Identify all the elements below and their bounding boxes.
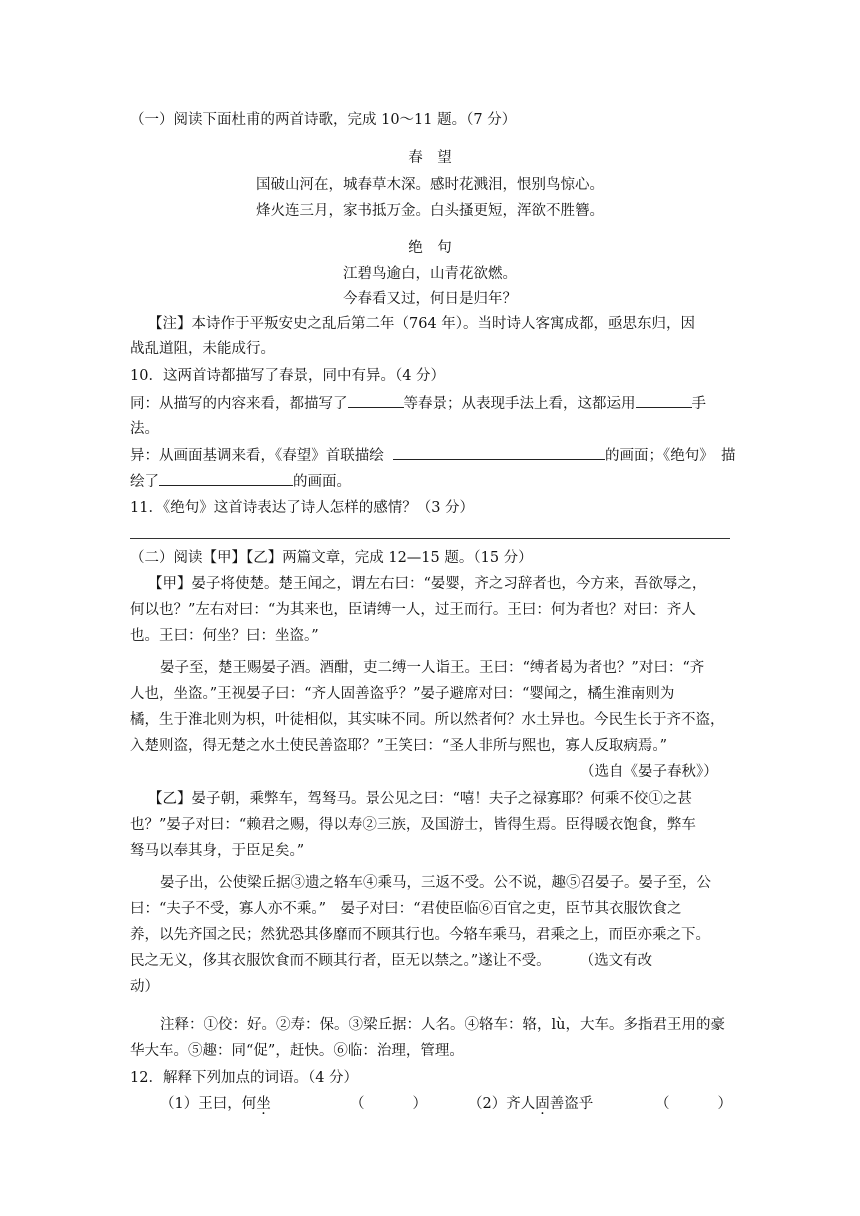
answer-blank[interactable]	[393, 445, 605, 460]
question-11: 11．《绝句》这首诗表达了诗人怎样的感情？（3 分）	[130, 500, 475, 516]
question-10-stem: 10．这两首诗都描写了春景，同中有异。（4 分）	[130, 368, 446, 384]
q10-same-text: 手	[691, 396, 706, 412]
dotted-word: 固	[535, 1096, 550, 1112]
question-10-diff	[130, 445, 735, 466]
question-10-same-end: 法。	[130, 421, 159, 437]
q10-same-text: 同：从描写的内容来看，都描写了	[130, 396, 348, 412]
passage-notes: 注释：①佼：好。②寿：保。③梁丘据：人名。④辂车：辂，lù，大车。多指君王用的豪	[160, 1017, 725, 1033]
passage-yi-line: 晏子出，公使梁丘据③遗之辂车④乘马，三返不受。公不说，趣⑤召晏子。晏子至，公	[160, 875, 711, 891]
q12-item-text: 善盗乎	[549, 1096, 594, 1112]
q10-diff-text: 异：从画面基调来看，《春望》首联描绘	[130, 448, 384, 464]
question-10-same	[130, 393, 706, 414]
passage-jia-line: 【甲】晏子将使楚。楚王闻之，谓左右曰：“晏婴，齐之习辞者也，今方来，吾欲辱之，	[148, 576, 707, 592]
passage-jia-line: 也。王曰：何坐？曰：坐盗。”	[130, 628, 319, 644]
passage-jia-line: 橘，生于淮北则为枳，叶徒相似，其实味不同。所以然者何？水土异也。今民生长于齐不盗，	[130, 712, 725, 728]
answer-line[interactable]	[130, 538, 730, 539]
question-12-item-2	[468, 1094, 593, 1114]
passage-yi-line: 民之无义，侈其衣服饮食而不顾其行者，臣无以禁之。”遂让不受。 （选文有改	[130, 953, 653, 969]
answer-paren[interactable]	[350, 1094, 427, 1114]
poem-note: 战乱道阻，未能成行。	[130, 341, 275, 357]
paren-close: ）	[717, 1096, 732, 1112]
dotted-word: 坐	[256, 1096, 271, 1112]
q10-diff-text: 的画面；《绝句》 描	[604, 448, 736, 464]
answer-blank[interactable]	[348, 393, 404, 408]
passage-jia-line: 入楚则盗，得无楚之水土使民善盗耶？”王笑曰：“圣人非所与熙也，寡人反取病焉。”	[130, 738, 667, 754]
poem2-title: 绝 句	[408, 240, 452, 256]
passage-jia-line: 晏子至，楚王赐晏子酒。酒酣，吏二缚一人诣王。王曰：“缚者曷为者也？”对曰：“齐	[160, 660, 705, 676]
paren-open: （	[655, 1096, 670, 1112]
passage-yi-line: 也？”晏子对曰：“赖君之赐，得以寿②三族，及国游士，皆得生焉。臣得暖衣饱食，弊车	[130, 817, 696, 833]
passage-jia-line: 何以也？”左右对曰：“为其来也，臣请缚一人，过王而行。王曰：何为者也？对曰：齐人	[130, 602, 696, 618]
question-12-item-1	[160, 1094, 271, 1114]
passage-jia-source: （选自《晏子春秋》）	[580, 764, 718, 780]
poem2-line: 今春看又过，何日是归年？	[343, 291, 517, 307]
part2-header: （二）阅读【甲】【乙】两篇文章，完成 12—15 题。（15 分）	[130, 550, 533, 566]
q10-diff-text: 的画面。	[293, 474, 351, 490]
part1-header: （一）阅读下面杜甫的两首诗歌，完成 10～11 题。（7 分）	[130, 112, 517, 128]
question-10-diff-cont	[130, 471, 351, 492]
answer-blank[interactable]	[636, 393, 692, 408]
q10-same-text: 等春景；从表现手法上看，这都运用	[403, 396, 636, 412]
passage-notes: 华大车。⑤趣：同“促”，赶快。⑥临：治理，管理。	[130, 1043, 464, 1059]
passage-yi-line: 驽马以奉其身，于臣足矣。”	[130, 843, 305, 859]
poem1-line: 国破山河在，城春草木深。感时花溅泪，恨别鸟惊心。	[256, 177, 604, 193]
answer-blank[interactable]	[159, 471, 293, 486]
passage-yi-line: 养，以先齐国之民；然犹恐其侈靡而不顾其行也。今辂车乘马，君乘之上，而臣亦乘之下。	[130, 927, 710, 943]
poem1-title: 春 望	[408, 150, 452, 166]
question-12-stem: 12．解释下列加点的词语。（4 分）	[130, 1070, 359, 1086]
paren-open: （	[350, 1096, 365, 1112]
q10-diff-text: 绘了	[130, 474, 159, 490]
q12-item-text: （1）王曰，何	[160, 1096, 257, 1112]
answer-paren[interactable]	[655, 1094, 732, 1114]
poem1-line: 烽火连三月，家书抵万金。白头搔更短，浑欲不胜簪。	[256, 203, 604, 219]
poem2-line: 江碧鸟逾白，山青花欲燃。	[343, 266, 517, 282]
passage-yi-line: 动）	[130, 979, 159, 995]
passage-jia-line: 人也，坐盗。”王视晏子曰：“齐人固善盗乎？”晏子避席对曰：“婴闻之，橘生淮南则为	[130, 686, 675, 702]
passage-yi-line: 【乙】晏子朝，乘弊车，驾驽马。景公见之曰：“嘻！夫子之禄寡耶？何乘不佼①之甚	[148, 791, 692, 807]
poem-note: 【注】本诗作于平叛安史之乱后第二年（764 年）。当时诗人客寓成都，亟思东归，因	[148, 316, 696, 332]
q12-item-text: （2）齐人	[468, 1096, 536, 1112]
paren-close: ）	[412, 1096, 427, 1112]
passage-yi-line: 曰：“夫子不受，寡人亦不乘。” 晏子对曰：“君使臣临⑥百官之吏，臣节其衣服饮食之	[130, 901, 682, 917]
